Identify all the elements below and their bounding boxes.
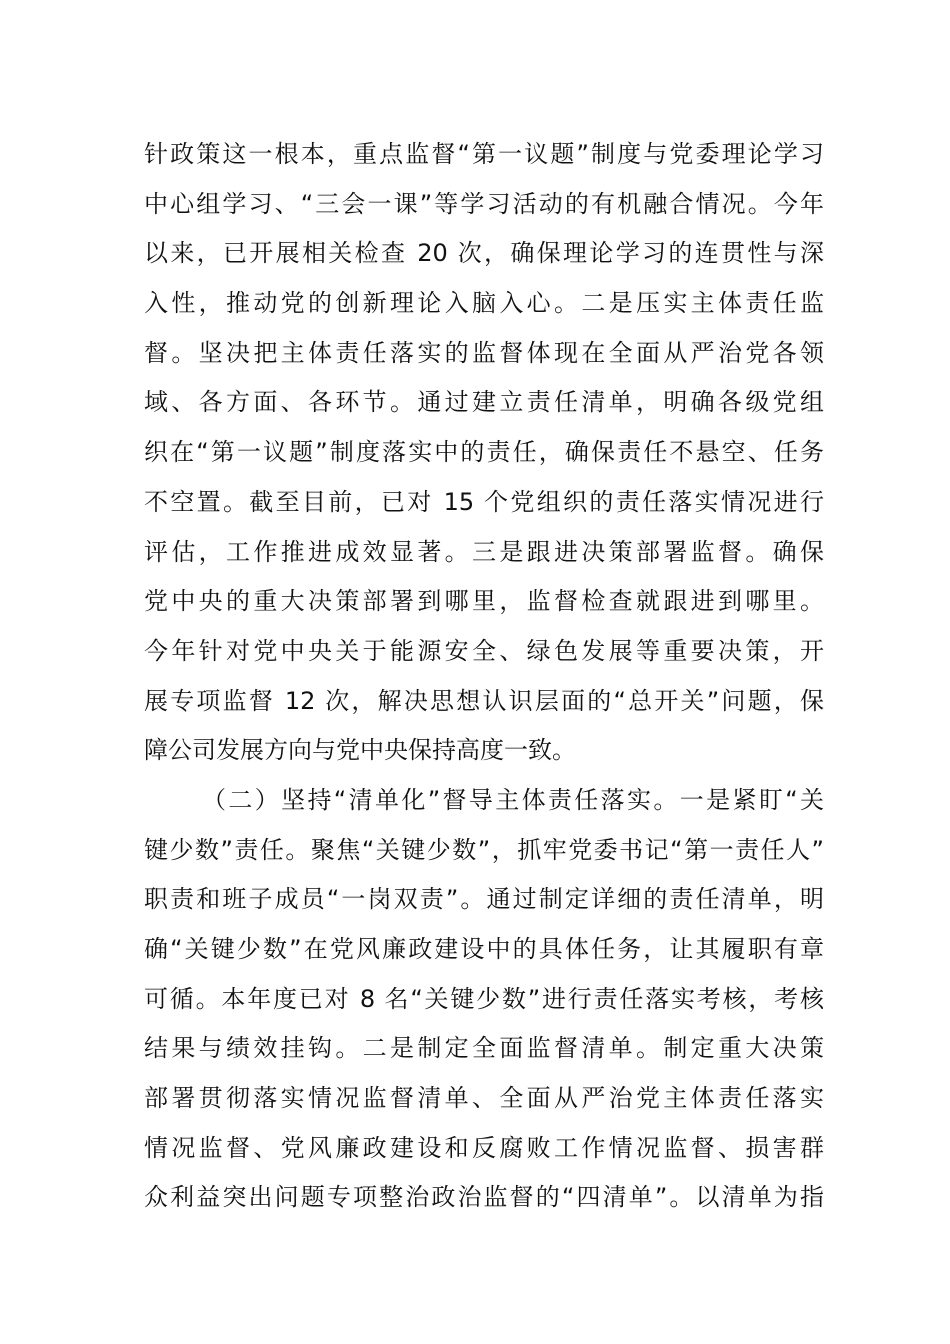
text-line-8: 不空置。截至目前，已对 15 个党组织的责任落实情况进行 [144,487,824,516]
text-line-16: 职责和班子成员“一岗双责”。通过制定详细的责任清单，明 [144,885,824,914]
text-line-3: 以来，已开展相关检查 20 次，确保理论学习的连贯性与深 [144,239,824,268]
text-line-11: 今年针对党中央关于能源安全、绿色发展等重要决策，开 [144,636,824,665]
text-line-17: 确“关键少数”在党风廉政建设中的具体任务，让其履职有章 [144,935,824,963]
text-line-2: 中心组学习、“三会一课”等学习活动的有机融合情况。今年 [144,189,824,218]
text-line-13: 障公司发展方向与党中央保持高度一致。 [144,736,576,765]
text-line-9: 评估，工作推进成效显著。三是跟进决策部署监督。确保 [144,537,824,566]
text-line-19: 结果与绩效挂钩。二是制定全面监督清单。制定重大决策 [144,1034,824,1063]
text-line-15: 键少数”责任。聚焦“关键少数”，抓牢党委书记“第一责任人” [144,835,824,864]
text-line-4: 入性，推动党的创新理论入脑入心。二是压实主体责任监 [144,289,824,318]
text-line-7: 织在“第一议题”制度落实中的责任，确保责任不悬空、任务 [144,438,824,467]
text-line-12: 展专项监督 12 次，解决思想认识层面的“总开关”问题，保 [144,686,824,715]
text-line-5: 督。坚决把主体责任落实的监督体现在全面从严治党各领 [144,338,824,367]
text-line-10: 党中央的重大决策部署到哪里，监督检查就跟进到哪里。 [144,587,824,616]
document-body [144,130,824,1223]
text-line-20: 部署贯彻落实情况监督清单、全面从严治党主体责任落实 [144,1084,824,1113]
text-line-22: 众利益突出问题专项整治政治监督的“四清单”。以清单为指 [144,1183,824,1212]
section-heading-line: （二）坚持“清单化”督导主体责任落实。一是紧盯“关 [202,785,824,814]
text-line-6: 域、各方面、各环节。通过建立责任清单，明确各级党组 [144,388,824,417]
text-line-21: 情况监督、党风廉政建设和反腐败工作情况监督、损害群 [144,1133,824,1162]
text-line-1: 针政策这一根本，重点监督“第一议题”制度与党委理论学习 [144,140,824,168]
text-line-18: 可循。本年度已对 8 名“关键少数”进行责任落实考核，考核 [144,984,824,1013]
